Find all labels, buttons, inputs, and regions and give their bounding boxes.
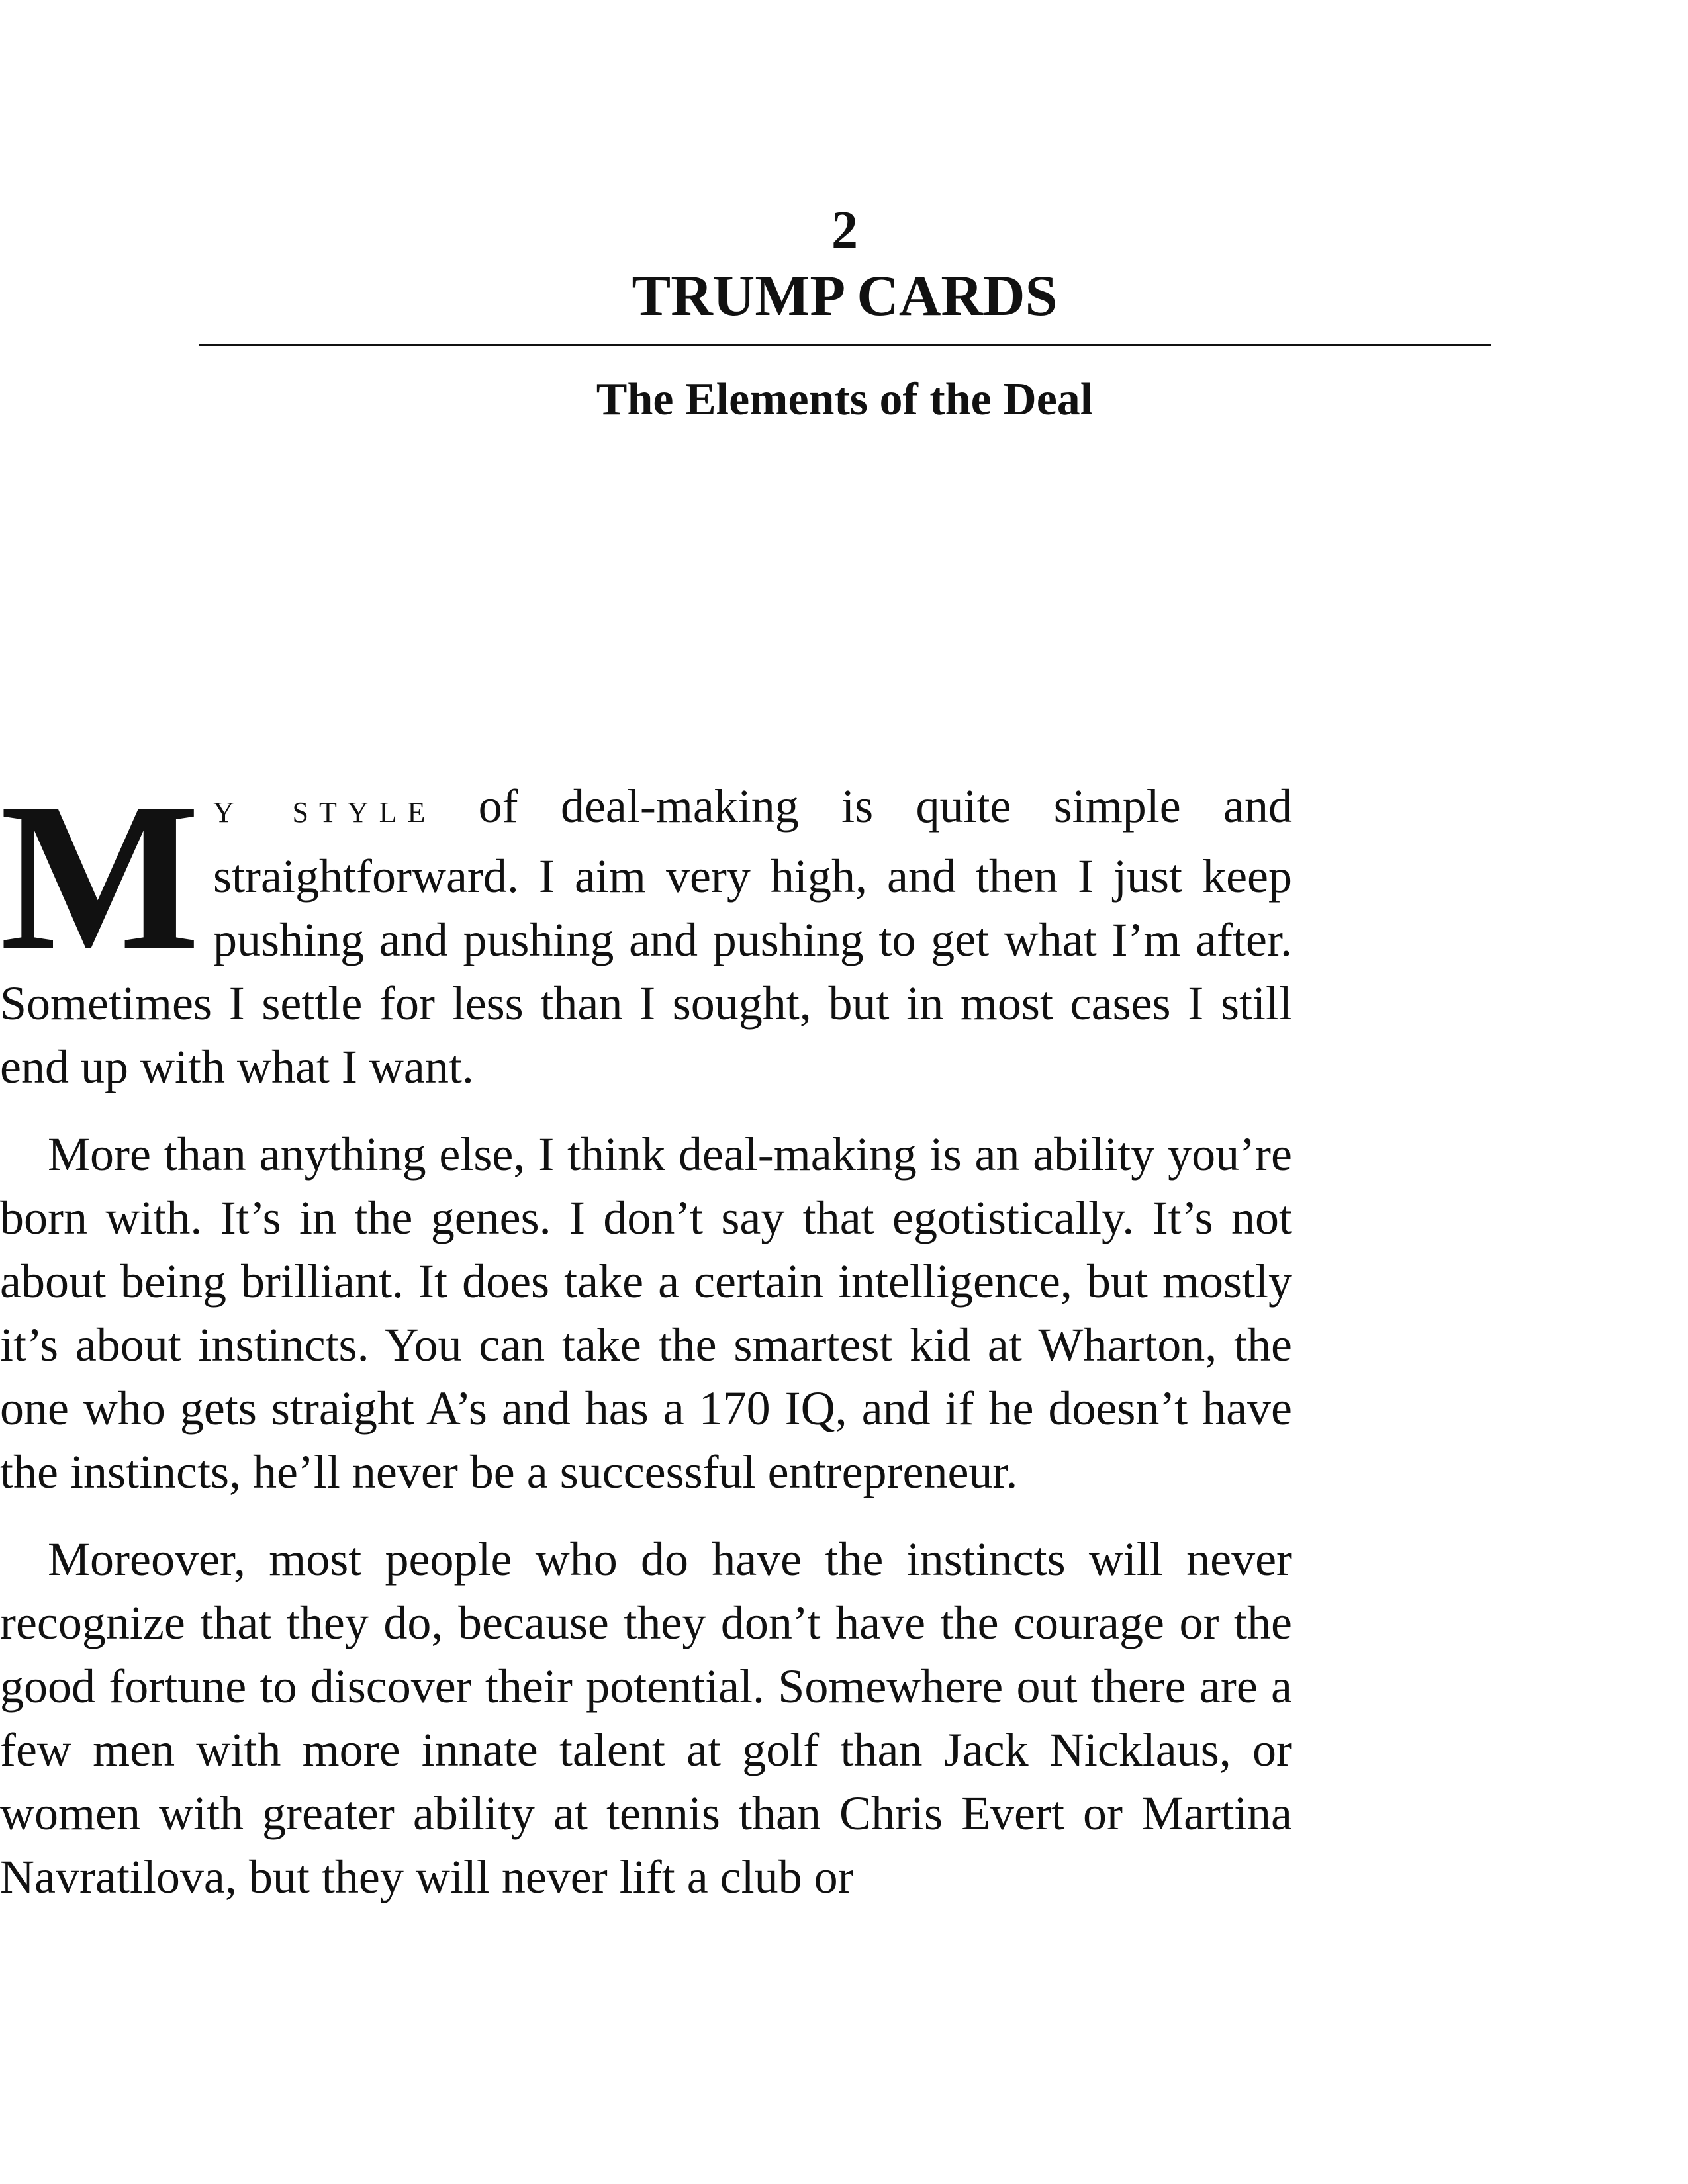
chapter-title: TRUMP CARDS [632,264,1058,328]
paragraph-2: More than anything else, I think deal-making is an ability you’re born with. It’s in the genes. I don’t say that egotistically. It’s not about being brilliant. It does take a certain intelligence, but mostly it’s about instincts. You can take the smartest kid at Wharton, the one who gets straight A’s and has a 170 IQ, and if he doesn’t have the instincts, he’ll never be a successful entrepreneur. [0,1128,1292,1498]
opening-small-caps: Y STYLE [213,796,436,829]
chapter-number: 2 [831,201,858,259]
chapter-subtitle: The Elements of the Deal [596,374,1094,425]
paragraph-1-text: of deal-making is quite simple and straightforward. I aim very high, and then I just keep pushing and pushing and pushing to get what I’m after. Sometimes I settle for less than I sought, but in most cases I still end up with what I want. [0,780,1292,1093]
paragraph-3: Moreover, most people who do have the instincts will never recognize that they do, because they don’t have the courage or the good fortune to discover their potential. Somewhere out there are a few men with more innate talent at golf than Jack Nicklaus, or women with greater ability at tennis than Chris Evert or Martina Navratilova, but they will never lift a club or [0,1533,1292,1903]
body-text [0,760,1292,1933]
page-header [199,199,1491,430]
title-rule [199,344,1491,346]
paragraph-1 [0,760,1292,1099]
drop-cap: M [0,760,201,994]
